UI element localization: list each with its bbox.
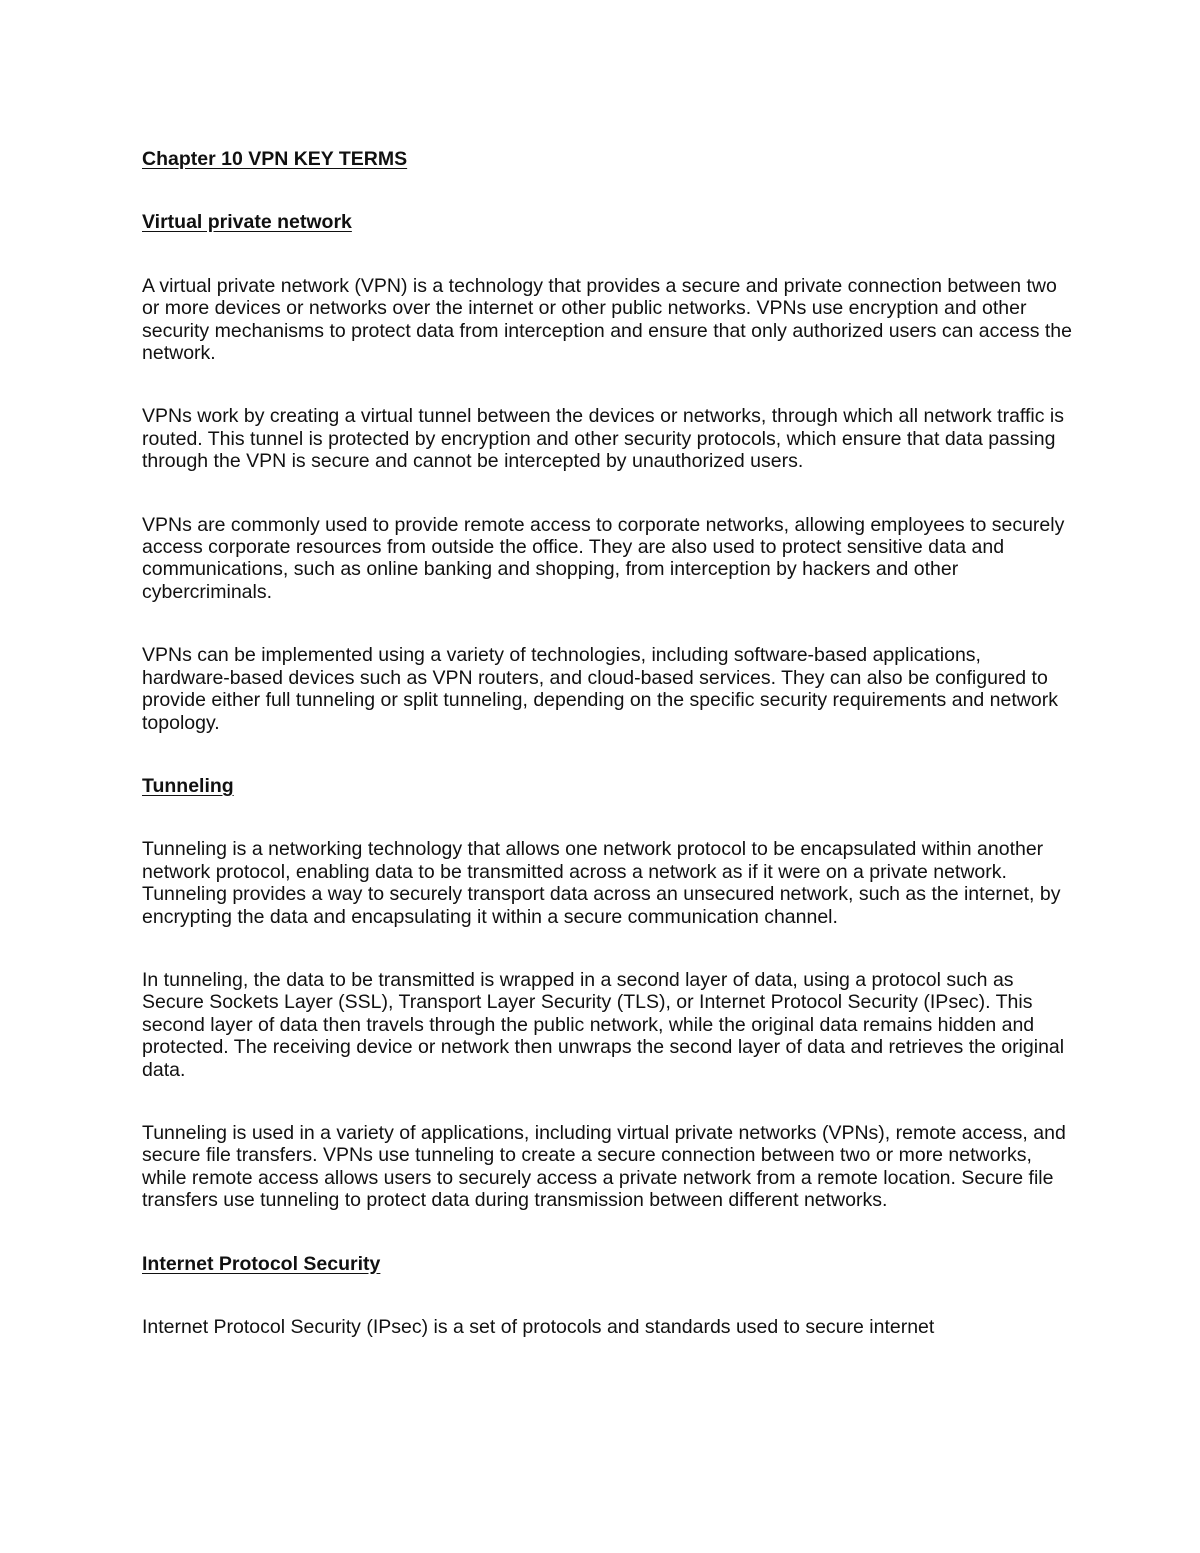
page-title: Chapter 10 VPN KEY TERMS xyxy=(142,148,408,170)
paragraph: Internet Protocol Security (IPsec) is a set of protocols and standards used to secure internet xyxy=(142,1316,935,1338)
paragraph: VPNs are commonly used to provide remote access to corporate networks, allowing employees to securely access corporate resources from outside the office. They are also used to protect sensitive data and communications, such as online banking and shopping, from interception by hackers and other cybercriminals. xyxy=(142,513,1065,603)
document-body xyxy=(142,148,1072,1379)
section-heading-tunneling: Tunneling xyxy=(142,774,234,797)
paragraph: A virtual private network (VPN) is a technology that provides a secure and private connection between two or more devices or networks over the internet or other public networks. VPNs use encryption and other security mechanisms to protect data from interception and ensure that only authorized users can access the network. xyxy=(142,274,1072,365)
paragraph: Tunneling is a networking technology that allows one network protocol to be encapsulated within another network protocol, enabling data to be transmitted across a network as if it were on a private network. Tunneling provides a way to securely transport data across an unsecured network, such as the internet, by encrypting the data and encapsulating it within a secure communication channel. xyxy=(142,838,1061,928)
paragraph: In tunneling, the data to be transmitted is wrapped in a second layer of data, using a protocol such as Secure Sockets Layer (SSL), Transport Layer Security (TLS), or Internet Protocol Security (IPsec). This second layer of data then travels through the public network, while the original data remains hidden and protected. The receiving device or network then unwraps the second layer of data and retrieves the original data. xyxy=(142,968,1065,1081)
paragraph: Tunneling is used in a variety of applications, including virtual private networks (VPNs), remote access, and secure file transfers. VPNs use tunneling to create a secure connection between two or more networks, while remote access allows users to securely access a private network from a remote location. Secure file transfers use tunneling to protect data during transmission between different networks. xyxy=(142,1121,1066,1212)
section-heading-virtual-private-network: Virtual private network xyxy=(142,211,352,234)
section-heading-internet-protocol-security: Internet Protocol Security xyxy=(142,1252,381,1275)
paragraph: VPNs can be implemented using a variety of technologies, including software-based applications, hardware-based devices such as VPN routers, and cloud-based services. They can also be configured to provide either full tunneling or split tunneling, depending on the specific security requirements and network topology. xyxy=(142,644,1058,734)
paragraph: VPNs work by creating a virtual tunnel between the devices or networks, through which all network traffic is routed. This tunnel is protected by encryption and other security protocols, which ensure that data passing through the VPN is secure and cannot be intercepted by unauthorized users. xyxy=(142,405,1064,473)
